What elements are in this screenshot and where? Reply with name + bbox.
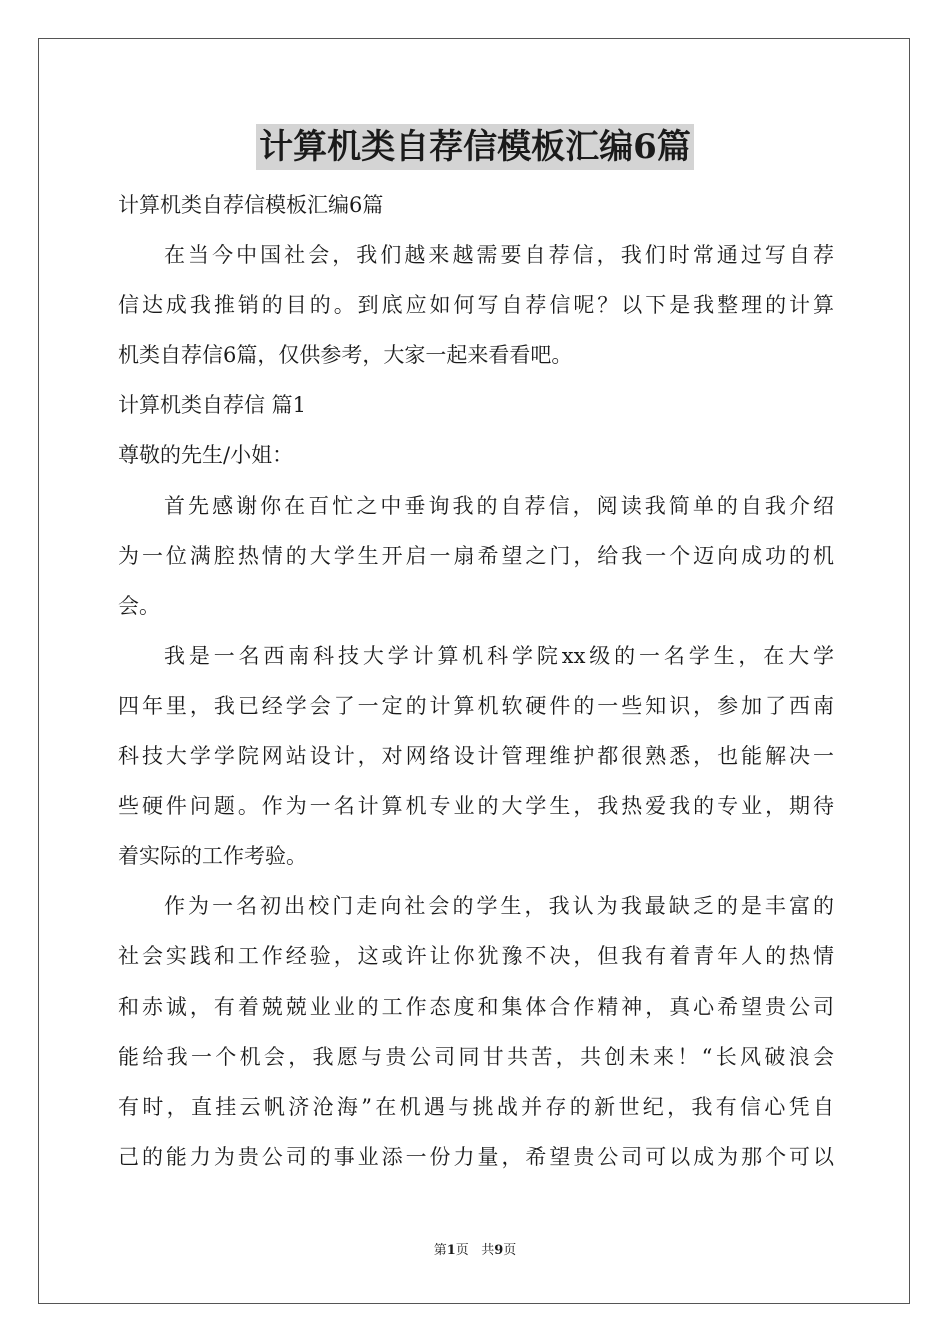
page-suffix: 页 — [455, 1243, 469, 1258]
paragraph-line: 为一位满腔热情的大学生开启一扇希望之门，给我一个迈向成功的机 — [118, 543, 834, 568]
paragraph-line: 我是一名西南科技大学计算机科学院xx级的一名学生，在大学 — [164, 643, 834, 668]
paragraph-line: 些硬件问题。作为一名计算机专业的大学生，我热爱我的专业，期待 — [118, 794, 834, 819]
paragraph-line: 科技大学学院网站设计，对网络设计管理维护都很熟悉，也能解决一 — [118, 744, 834, 769]
paragraph-line: 能给我一个机会，我愿与贵公司同甘共苦，共创未来！“长风破浪会 — [118, 1044, 834, 1069]
paragraph-line: 信达成我推销的目的。到底应如何写自荐信呢？以下是我整理的计算 — [118, 293, 834, 318]
paragraph-line: 四年里，我已经学会了一定的计算机软硬件的一些知识，参加了西南 — [118, 693, 834, 718]
salutation-line: 尊敬的先生/小姐： — [118, 443, 294, 468]
total-prefix: 共 — [481, 1243, 495, 1258]
paragraph-line: 社会实践和工作经验，这或许让你犹豫不决，但我有着青年人的热情 — [118, 944, 834, 969]
page-prefix: 第 — [433, 1243, 447, 1258]
paragraph-line: 首先感谢你在百忙之中垂询我的自荐信，阅读我简单的自我介绍 — [164, 493, 834, 518]
document-title: 计算机类自荐信模板汇编6篇 — [256, 124, 694, 170]
document-body — [118, 180, 834, 1182]
paragraph-line: 和赤诚，有着兢兢业业的工作态度和集体合作精神，真心希望贵公司 — [118, 994, 834, 1019]
paragraph-line: 有时，直挂云帆济沧海”在机遇与挑战并存的新世纪，我有信心凭自 — [118, 1094, 834, 1119]
title-container — [0, 124, 950, 170]
page-footer — [0, 1242, 950, 1260]
paragraph-line: 会。 — [118, 593, 160, 618]
total-pages: 9 — [494, 1243, 504, 1258]
page-number: 1 — [446, 1243, 456, 1258]
total-suffix: 页 — [503, 1243, 517, 1258]
section-heading: 计算机类自荐信 篇1 — [118, 393, 307, 418]
paragraph-line: 在当今中国社会，我们越来越需要自荐信，我们时常通过写自荐 — [164, 243, 834, 268]
paragraph-line: 着实际的工作考验。 — [118, 844, 307, 869]
paragraph-line: 己的能力为贵公司的事业添一份力量，希望贵公司可以成为那个可以 — [118, 1144, 834, 1169]
paragraph-line: 机类自荐信6篇，仅供参考，大家一起来看看吧。 — [118, 343, 573, 368]
subtitle-line: 计算机类自荐信模板汇编6篇 — [118, 193, 384, 217]
paragraph-line: 作为一名初出校门走向社会的学生，我认为我最缺乏的是丰富的 — [164, 894, 834, 919]
